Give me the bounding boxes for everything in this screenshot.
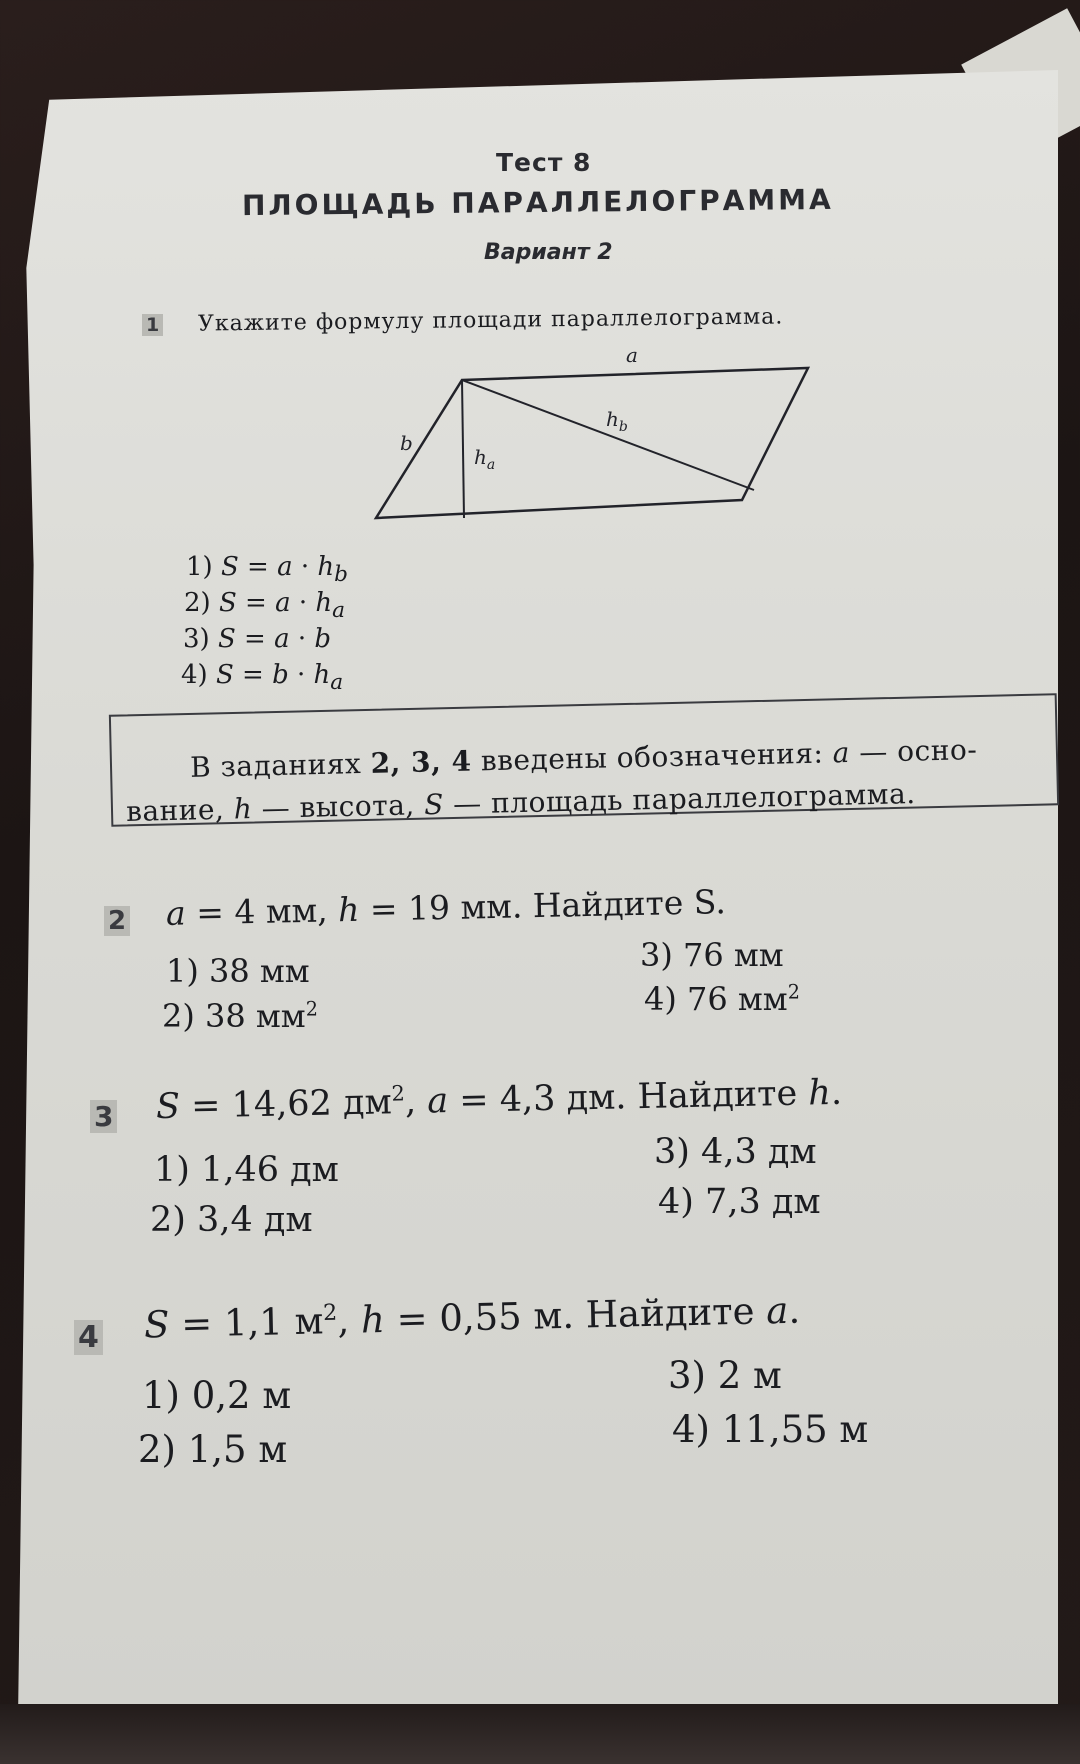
formula-lhs: S xyxy=(215,660,234,690)
formula-sub: b xyxy=(334,562,349,588)
task1-option[interactable] xyxy=(184,588,345,623)
svg-text:hb xyxy=(606,407,628,435)
task4-option[interactable]: 3) 2 м xyxy=(668,1354,782,1397)
task1-option[interactable] xyxy=(183,624,331,659)
formula-eq: = xyxy=(244,624,266,654)
task4-number: 4 xyxy=(74,1320,103,1355)
hb-label: h xyxy=(606,407,619,431)
formula-factor2: h xyxy=(317,552,335,582)
ha-label-sub: a xyxy=(486,457,496,473)
task1-option[interactable] xyxy=(181,660,343,695)
task1-option[interactable] xyxy=(186,552,348,587)
option-number: 3) xyxy=(183,624,210,654)
formula-eq: = xyxy=(242,660,264,690)
formula-factor1: a xyxy=(274,624,290,654)
height-ha-line xyxy=(462,380,464,518)
option-number: 2) xyxy=(184,588,211,618)
height-hb-line xyxy=(462,380,754,490)
task4-option[interactable]: 2) 1,5 м xyxy=(138,1428,288,1471)
formula-eq: = xyxy=(247,552,269,582)
task4-question: S = 1,1 $м^2$, h = 0,55 м. Найдите a. xyxy=(143,1288,801,1347)
task3-option[interactable]: 2) 3,4 дм xyxy=(150,1200,313,1240)
task1-number: 1 xyxy=(142,314,163,336)
task3-option[interactable]: 1) 1,46 дм xyxy=(154,1150,339,1190)
side-a-label: a xyxy=(626,343,638,367)
svg-text:ha xyxy=(474,445,495,473)
side-b-label: b xyxy=(400,431,413,455)
variant-label: Вариант 2 xyxy=(484,240,613,265)
formula-lhs: S xyxy=(218,588,237,618)
task3-number: 3 xyxy=(90,1100,117,1133)
task4-option[interactable]: 1) 0,2 м xyxy=(142,1374,292,1417)
task2-option[interactable]: 2) 38 $мм^2$ xyxy=(162,997,318,1035)
notation-line2: вание, h — высота, S — площадь параллелограмма. xyxy=(125,777,916,828)
option-number: 4) xyxy=(181,660,208,690)
formula-dot: · xyxy=(300,552,310,582)
formula-lhs: S xyxy=(220,552,239,582)
formula-dot: · xyxy=(297,624,307,654)
task1-question: Укажите формулу площади параллелограмма. xyxy=(197,304,784,337)
formula-factor2: h xyxy=(313,660,331,690)
option-number: 1) xyxy=(186,552,213,582)
formula-lhs: S xyxy=(217,624,236,654)
formula-dot: · xyxy=(297,660,306,690)
formula-sub: a xyxy=(332,598,346,624)
formula-dot: · xyxy=(298,588,308,618)
photo-background-bottom xyxy=(0,1704,1080,1764)
formula-factor1: a xyxy=(275,588,291,618)
notation-line1: В заданиях 2, 3, 4 введены обозначения: a — осно- xyxy=(189,733,978,784)
test-number: Тест 8 xyxy=(496,148,592,177)
task4-option[interactable]: 4) 11,55 м xyxy=(672,1408,869,1451)
hb-label-sub: b xyxy=(618,419,628,435)
ha-label: h xyxy=(474,445,487,469)
formula-factor2: b xyxy=(314,624,332,654)
formula-sub: a xyxy=(330,670,344,696)
task2-option[interactable]: 1) 38 мм xyxy=(166,952,310,990)
parallelogram-figure xyxy=(370,340,830,530)
task2-option[interactable]: 4) 76 $мм^2$ xyxy=(644,980,800,1018)
formula-factor1: a xyxy=(277,552,293,582)
task3-question: S = 14,62 $дм^2$, a = 4,3 дм. Найдите h. xyxy=(155,1072,843,1128)
page-title: ПЛОЩАДЬ ПАРАЛЛЕЛОГРАММА xyxy=(241,182,834,223)
task3-option[interactable]: 4) 7,3 дм xyxy=(658,1182,821,1222)
formula-factor1: b xyxy=(272,660,289,690)
task2-question: a = 4 мм, h = 19 мм. Найдите S. xyxy=(165,882,727,933)
task2-number: 2 xyxy=(104,906,130,936)
task3-option[interactable]: 3) 4,3 дм xyxy=(654,1132,817,1172)
formula-eq: = xyxy=(245,588,267,618)
parallelogram-shape xyxy=(376,368,808,518)
task2-option[interactable]: 3) 76 мм xyxy=(640,936,784,974)
formula-factor2: h xyxy=(315,588,333,618)
